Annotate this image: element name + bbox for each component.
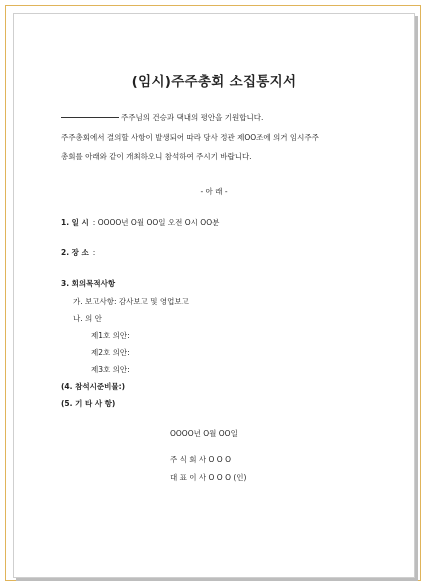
agenda-2: 제2호 의안: [91,348,130,357]
item2-label: 2. 장 소 [61,248,89,257]
document-page [13,13,415,578]
item3-report: 가. 보고사항: 감사보고 및 영업보고 [73,297,189,306]
item-place [61,247,95,258]
below-heading: - 아 래 - [200,187,228,196]
intro-text-1: 주주님의 건승과 댁내의 평안을 기원합니다. [121,113,264,122]
item4-label: (4. 참석시준비물:) [61,382,126,391]
item1-value: : OOOO년 O월 OO일 오전 O시 OO분 [92,218,220,227]
agenda-1: 제1호 의안: [91,331,130,340]
intro-line-1 [61,112,263,123]
item-date-time [61,217,219,228]
ceo-name: 대 표 이 사 O O O (인) [170,473,247,482]
item2-value: : [92,248,96,257]
notice-date: OOOO년 O월 OO일 [170,429,238,438]
item3-agenda: 나. 의 안 [73,314,102,323]
item1-label: 1. 일 시 [61,218,89,227]
intro-line-2: 주주총회에서 결의할 사항이 발생되어 따라 당사 정관 제OO조에 의거 임시주주 [61,133,319,142]
item5-label: (5. 기 타 사 항) [61,399,116,408]
item3-label: 3. 회의목적사항 [61,279,116,288]
intro-line-3: 총회를 아래와 같이 개최하오니 참석하여 주시기 바랍니다. [61,152,252,161]
company-name: 주 식 회 사 O O O [170,455,231,464]
agenda-3: 제3호 의안: [91,365,130,374]
document-title: (임시)주주총회 소집통지서 [131,74,297,90]
name-blank-field [61,117,119,118]
